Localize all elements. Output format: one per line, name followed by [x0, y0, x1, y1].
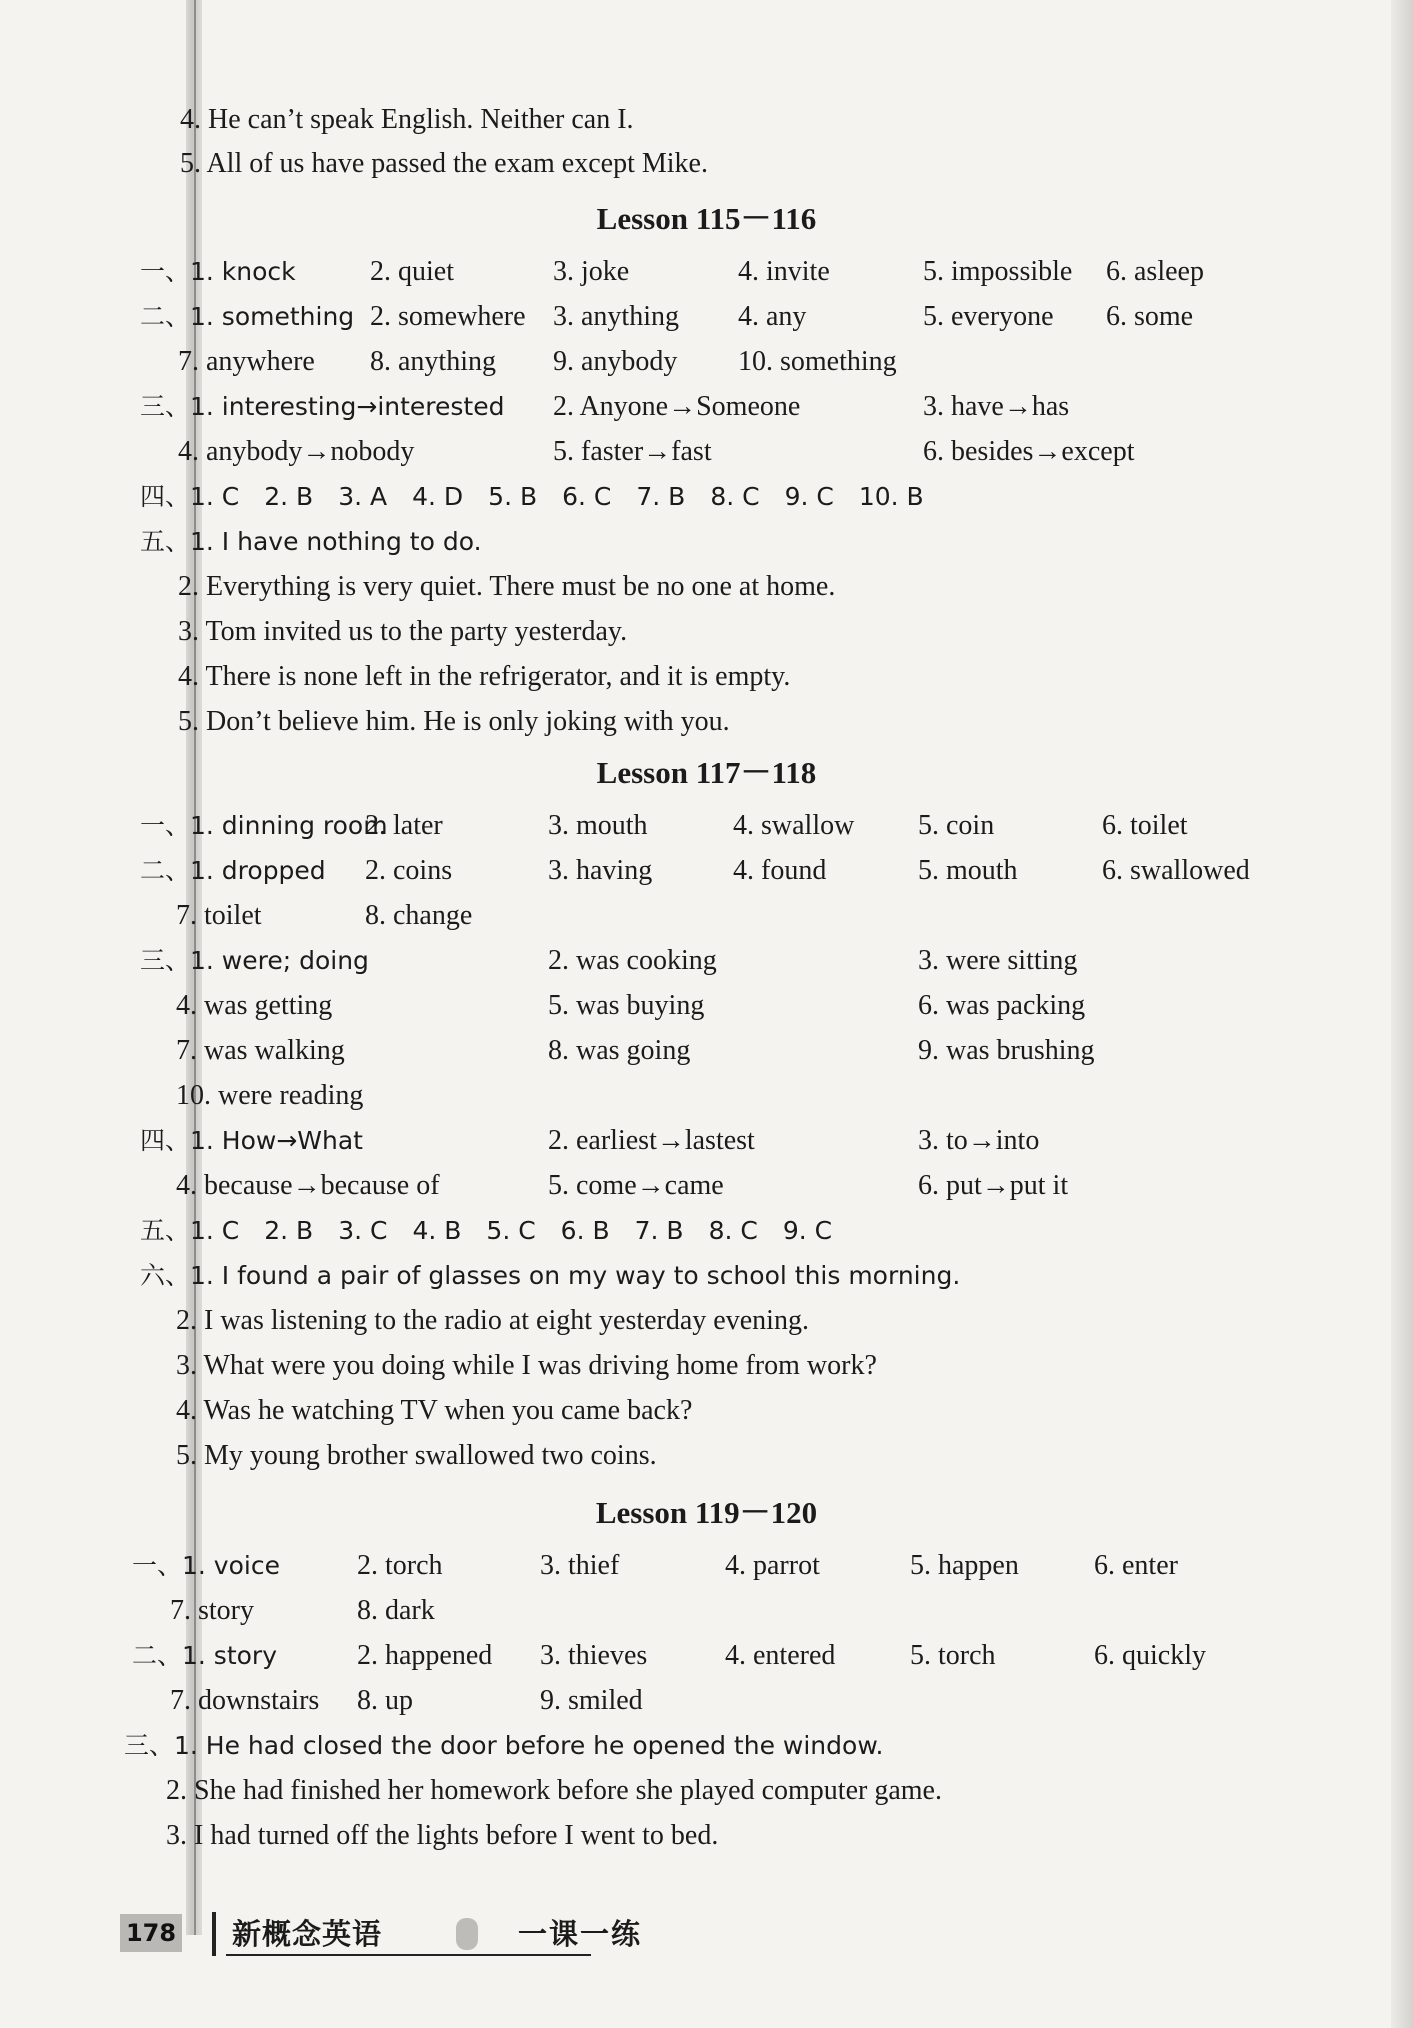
- answer-item: 3. to→into: [918, 1125, 1040, 1156]
- answer-line: [0, 1634, 1413, 1678]
- answer-line: [0, 804, 1413, 848]
- answer-line: [0, 1209, 1413, 1253]
- page-footer: [120, 1910, 720, 1960]
- answer-line: [0, 98, 1413, 142]
- answer-item: 3. having: [548, 855, 653, 886]
- answer-line: [0, 894, 1413, 938]
- answer-item: 6. put→put it: [918, 1170, 1069, 1201]
- answer-item: 8. anything: [370, 346, 496, 377]
- footer-mark-icon: [456, 1918, 478, 1950]
- answer-item: 3. joke: [553, 256, 630, 287]
- answer-item: 2. somewhere: [370, 301, 526, 332]
- answer-item: 8. was going: [548, 1035, 691, 1066]
- answer-item: 二、1. story: [132, 1641, 277, 1670]
- answer-item: 三、1. He had closed the door before he opened the window.: [124, 1731, 884, 1760]
- answer-item: 2. later: [365, 810, 443, 841]
- sentence: 5. All of us have passed the exam except Mike.: [180, 148, 708, 179]
- lesson-heading: Lesson 119－120: [595, 1495, 818, 1530]
- answer-item: 7. downstairs: [170, 1685, 320, 1716]
- answer-item: 一、1. knock: [140, 257, 296, 286]
- answer-item: 8. change: [365, 900, 473, 931]
- answer-item: 5. mouth: [918, 855, 1018, 886]
- answer-item: 6. was packing: [918, 990, 1086, 1021]
- answer-item: 9. anybody: [553, 346, 678, 377]
- answer-item: 2. torch: [357, 1550, 443, 1581]
- answer-item: 5. everyone: [923, 301, 1054, 332]
- answer-item: 4. parrot: [725, 1550, 820, 1581]
- answer-item: 二、1. something: [140, 302, 355, 331]
- answer-item: 3. thief: [540, 1550, 620, 1581]
- answer-item: 3. thieves: [540, 1640, 648, 1671]
- answer-item: 5. happen: [910, 1550, 1019, 1581]
- answer-item: 9. was brushing: [918, 1035, 1095, 1066]
- book-subtitle: 一课一练: [518, 1917, 643, 1951]
- answer-item: 6. some: [1106, 301, 1194, 332]
- answer-item: 2. coins: [365, 855, 453, 886]
- answer-line: [0, 1544, 1413, 1588]
- answer-line: [0, 475, 1413, 519]
- answer-line: [0, 655, 1413, 699]
- answer-line: [0, 1589, 1413, 1633]
- sentence: 4. Was he watching TV when you came back?: [176, 1395, 693, 1426]
- answer-line: [0, 340, 1413, 384]
- answer-line: [0, 1389, 1413, 1433]
- sentence: 2. Everything is very quiet. There must be no one at home.: [178, 571, 836, 602]
- answer-item: 7. story: [170, 1595, 254, 1626]
- answer-item: 7. toilet: [176, 900, 262, 931]
- answer-line: [0, 1344, 1413, 1388]
- answer-line: [0, 1119, 1413, 1163]
- answer-line: [0, 520, 1413, 564]
- answer-line: [0, 1679, 1413, 1723]
- answer-line: [0, 1814, 1413, 1858]
- sentence: 3. What were you doing while I was driving home from work?: [176, 1350, 877, 1381]
- answer-item: 3. mouth: [548, 810, 648, 841]
- answer-item: 二、1. dropped: [140, 856, 326, 885]
- answer-item: 10. something: [738, 346, 897, 377]
- answer-line: [0, 142, 1413, 186]
- lesson-heading: Lesson 117－118: [596, 755, 817, 790]
- answer-line: [0, 1029, 1413, 1073]
- answer-item: 一、1. dinning room: [140, 811, 388, 840]
- answer-item: 四、1. C 2. B 3. A 4. D 5. B 6. C 7. B 8. C 9. C 10. B: [140, 482, 924, 511]
- footer-divider: [212, 1912, 216, 1956]
- answer-item: 7. anywhere: [178, 346, 315, 377]
- sentence: 3. I had turned off the lights before I went to bed.: [166, 1820, 719, 1851]
- answer-line: [0, 430, 1413, 474]
- answer-item: 5. come→came: [548, 1170, 724, 1201]
- answer-item: 3. anything: [553, 301, 679, 332]
- answer-item: 6. besides→except: [923, 436, 1135, 467]
- sentence: 4. There is none left in the refrigerator, and it is empty.: [178, 661, 791, 692]
- answer-line: [0, 385, 1413, 429]
- answer-item: 三、1. interesting→interested: [140, 392, 505, 421]
- sentence: 4. He can’t speak English. Neither can I.: [180, 104, 634, 135]
- answer-item: 4. entered: [725, 1640, 836, 1671]
- lesson-heading: Lesson 115－116: [596, 201, 817, 236]
- answer-item: 6. asleep: [1106, 256, 1204, 287]
- answer-line: [0, 1254, 1413, 1298]
- answer-line: [0, 610, 1413, 654]
- answer-item: 8. up: [357, 1685, 413, 1716]
- answer-line: [0, 565, 1413, 609]
- answer-item: 6. swallowed: [1102, 855, 1250, 886]
- answer-item: 9. smiled: [540, 1685, 643, 1716]
- answer-line: [0, 939, 1413, 983]
- answer-line: [0, 1724, 1413, 1768]
- answer-item: 5. faster→fast: [553, 436, 712, 467]
- sentence: 2. I was listening to the radio at eight yesterday evening.: [176, 1305, 809, 1336]
- answer-line: [0, 295, 1413, 339]
- answer-item: 4. anybody→nobody: [178, 436, 415, 467]
- answer-item: 4. found: [733, 855, 827, 886]
- answer-line: [0, 700, 1413, 744]
- answer-item: 4. any: [738, 301, 807, 332]
- answer-item: 六、1. I found a pair of glasses on my way to school this morning.: [140, 1261, 961, 1290]
- page-number: 178: [120, 1914, 182, 1952]
- answer-item: 一、1. voice: [132, 1551, 280, 1580]
- answer-item: 2. happened: [357, 1640, 493, 1671]
- sentence: 5. Don’t believe him. He is only joking with you.: [178, 706, 730, 737]
- answer-line: [0, 1074, 1413, 1118]
- answer-item: 10. were reading: [176, 1080, 364, 1111]
- answer-item: 2. Anyone→Someone: [553, 391, 801, 422]
- answer-item: 5. torch: [910, 1640, 996, 1671]
- answer-item: 4. invite: [738, 256, 830, 287]
- answer-item: 五、1. C 2. B 3. C 4. B 5. C 6. B 7. B 8. C 9. C: [140, 1216, 833, 1245]
- answer-item: 5. impossible: [923, 256, 1073, 287]
- answer-item: 6. toilet: [1102, 810, 1188, 841]
- answer-item: 2. was cooking: [548, 945, 717, 976]
- answer-item: 2. earliest→lastest: [548, 1125, 755, 1156]
- answer-item: 7. was walking: [176, 1035, 345, 1066]
- answer-item: 4. swallow: [733, 810, 855, 841]
- answer-line: [0, 1164, 1413, 1208]
- answer-line: [0, 984, 1413, 1028]
- answer-item: 8. dark: [357, 1595, 435, 1626]
- answer-line: [0, 250, 1413, 294]
- answer-item: 6. enter: [1094, 1550, 1178, 1581]
- sentence: 3. Tom invited us to the party yesterday.: [178, 616, 628, 647]
- answer-item: 6. quickly: [1094, 1640, 1206, 1671]
- sentence: 2. She had finished her homework before she played computer game.: [166, 1775, 942, 1806]
- answer-item: 5. was buying: [548, 990, 705, 1021]
- answer-line: [0, 849, 1413, 893]
- answer-item: 5. coin: [918, 810, 995, 841]
- answer-item: 3. have→has: [923, 391, 1070, 422]
- answer-item: 4. was getting: [176, 990, 333, 1021]
- answer-item: 4. because→because of: [176, 1170, 440, 1201]
- answer-item: 3. were sitting: [918, 945, 1078, 976]
- answer-line: [0, 1434, 1413, 1478]
- book-title: 新概念英语: [232, 1917, 383, 1951]
- answer-item: 五、1. I have nothing to do.: [140, 527, 482, 556]
- answer-line: [0, 1299, 1413, 1343]
- answer-item: 四、1. How→What: [140, 1126, 363, 1155]
- answer-item: 三、1. were; doing: [140, 946, 369, 975]
- answer-item: 2. quiet: [370, 256, 454, 287]
- sentence: 5. My young brother swallowed two coins.: [176, 1440, 657, 1471]
- answer-line: [0, 1769, 1413, 1813]
